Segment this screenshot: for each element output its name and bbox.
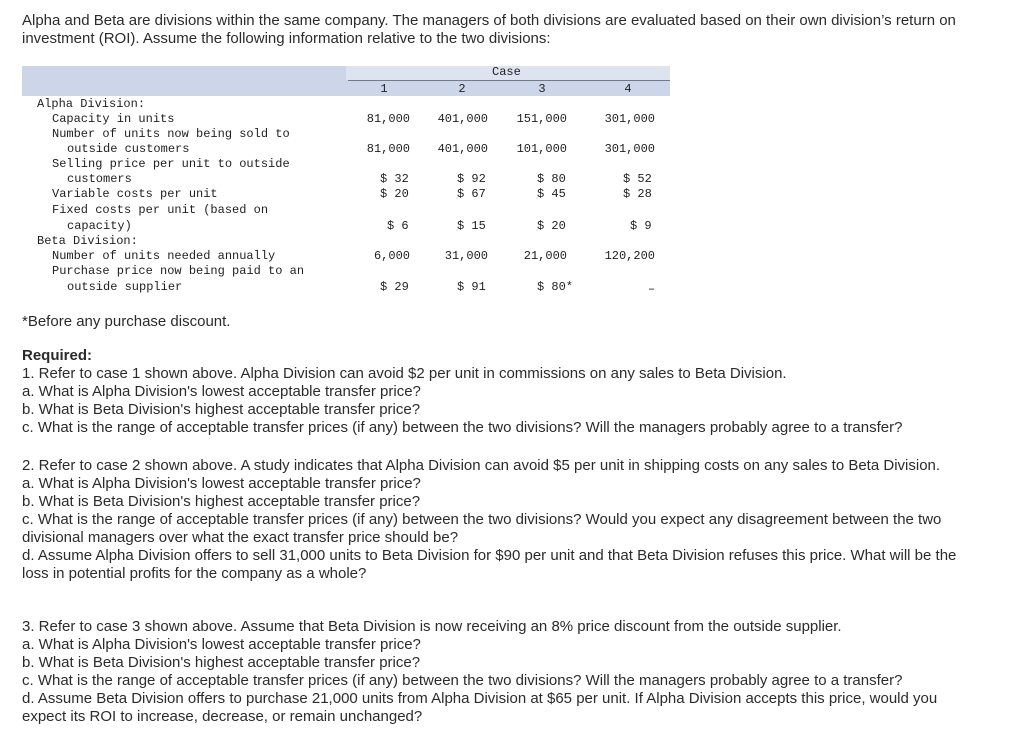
divisions-table: [22, 62, 672, 302]
case-number-4: 4: [624, 82, 632, 96]
variable-costs-case-4: $ 28: [623, 187, 652, 201]
capacity-case-3: 151,000: [516, 112, 567, 126]
case-number-3: 3: [538, 82, 546, 96]
selling-price-label-line1: Selling price per unit to outside: [52, 157, 290, 171]
fixed-costs-label-line1: Fixed costs per unit (based on: [52, 203, 269, 217]
case-number-1: 1: [380, 82, 388, 96]
variable-costs-case-3: $ 45: [537, 187, 566, 201]
case2-part-c: c. What is the range of acceptable transfer prices (if any) between the two divisions? Would you expect any disagreement between the two divisional managers over what the exact transfer price should be?: [22, 511, 942, 546]
case1-part-a: a. What is Alpha Division's lowest acceptable transfer price?: [22, 383, 421, 400]
capacity-case-2: 401,000: [437, 112, 488, 126]
required-heading: Required:: [22, 347, 93, 364]
variable-costs-label: Variable costs per unit: [52, 187, 218, 201]
units-needed-label: Number of units needed annually: [52, 249, 276, 263]
purchase-price-case-1: $ 29: [380, 280, 409, 294]
capacity-label: Capacity in units: [52, 112, 175, 126]
selling-price-label-line2: customers: [67, 172, 132, 186]
variable-costs-case-2: $ 67: [457, 187, 486, 201]
variable-costs-case-1: $ 20: [380, 187, 409, 201]
selling-price-case-2: $ 92: [457, 172, 486, 186]
intro-paragraph: [22, 12, 1002, 48]
units-sold-case-2: 401,000: [437, 142, 488, 156]
required-section: [22, 347, 1002, 437]
fixed-costs-case-3: $ 20: [537, 219, 566, 233]
case3-part-d: d. Assume Beta Division offers to purchase 21,000 units from Alpha Division at $65 per unit. If Alpha Division accepts this price, would you expect its ROI to increase, decrease, or remain unchanged?: [22, 690, 938, 725]
case2-part-a: a. What is Alpha Division's lowest acceptable transfer price?: [22, 475, 421, 492]
units-sold-label-line1: Number of units now being sold to: [52, 127, 290, 141]
units-sold-case-4: 301,000: [604, 142, 655, 156]
case2-part-d: d. Assume Alpha Division offers to sell 31,000 units to Beta Division for $90 per unit and that Beta Division refuses this price. What will be the loss in potential profits for the company as a whole?: [22, 547, 957, 582]
selling-price-case-4: $ 52: [623, 172, 652, 186]
purchase-price-case-4: –: [648, 282, 656, 296]
selling-price-case-3: $ 80: [537, 172, 566, 186]
alpha-division-heading: Alpha Division:: [37, 97, 146, 111]
footnote: [22, 313, 1002, 331]
fixed-costs-case-4: $ 9: [630, 219, 652, 233]
capacity-case-4: 301,000: [604, 112, 655, 126]
units-needed-case-3: 21,000: [523, 249, 567, 263]
intro-text: Alpha and Beta are divisions within the same company. The managers of both divisions are evaluated based on their own division’s return on investment (ROI). Assume the following information relative to the two divisions:: [22, 12, 956, 47]
case-number-2: 2: [458, 82, 466, 96]
purchase-price-label-line2: outside supplier: [67, 280, 183, 294]
units-needed-case-4: 120,200: [604, 249, 655, 263]
fixed-costs-case-2: $ 15: [457, 219, 486, 233]
purchase-price-case-3: $ 80*: [537, 280, 574, 294]
case3-part-a: a. What is Alpha Division's lowest acceptable transfer price?: [22, 636, 421, 653]
units-needed-case-1: 6,000: [373, 249, 410, 263]
units-sold-case-3: 101,000: [516, 142, 567, 156]
case2-section: [22, 457, 1002, 583]
purchase-price-label-line1: Purchase price now being paid to an: [52, 264, 305, 278]
case3-question: 3. Refer to case 3 shown above. Assume that Beta Division is now receiving an 8% price discount from the outside supplier.: [22, 618, 842, 635]
purchase-price-case-2: $ 91: [457, 280, 486, 294]
case1-question: 1. Refer to case 1 shown above. Alpha Division can avoid $2 per unit in commissions on any sales to Beta Division.: [22, 365, 787, 382]
units-needed-case-2: 31,000: [444, 249, 488, 263]
units-sold-case-1: 81,000: [366, 142, 410, 156]
fixed-costs-case-1: $ 6: [387, 219, 409, 233]
footnote-text: *Before any purchase discount.: [22, 313, 231, 330]
case1-part-c: c. What is the range of acceptable transfer prices (if any) between the two divisions? Will the managers probably agree to a transfer?: [22, 419, 903, 436]
units-sold-label-line2: outside customers: [67, 142, 190, 156]
fixed-costs-label-line2: capacity): [67, 219, 132, 233]
beta-division-heading: Beta Division:: [37, 234, 138, 248]
case3-part-b: b. What is Beta Division's highest acceptable transfer price?: [22, 654, 421, 671]
case-underline: [348, 80, 670, 81]
case3-section: [22, 618, 1002, 726]
capacity-case-1: 81,000: [366, 112, 410, 126]
case1-part-b: b. What is Beta Division's highest acceptable transfer price?: [22, 401, 421, 418]
case3-part-c: c. What is the range of acceptable transfer prices (if any) between the two divisions? Will the managers probably agree to a transfer?: [22, 672, 903, 689]
case-header: Case: [492, 65, 521, 79]
selling-price-case-1: $ 32: [380, 172, 409, 186]
case2-question: 2. Refer to case 2 shown above. A study indicates that Alpha Division can avoid $5 per unit in shipping costs on any sales to Beta Division.: [22, 457, 941, 474]
case2-part-b: b. What is Beta Division's highest acceptable transfer price?: [22, 493, 421, 510]
